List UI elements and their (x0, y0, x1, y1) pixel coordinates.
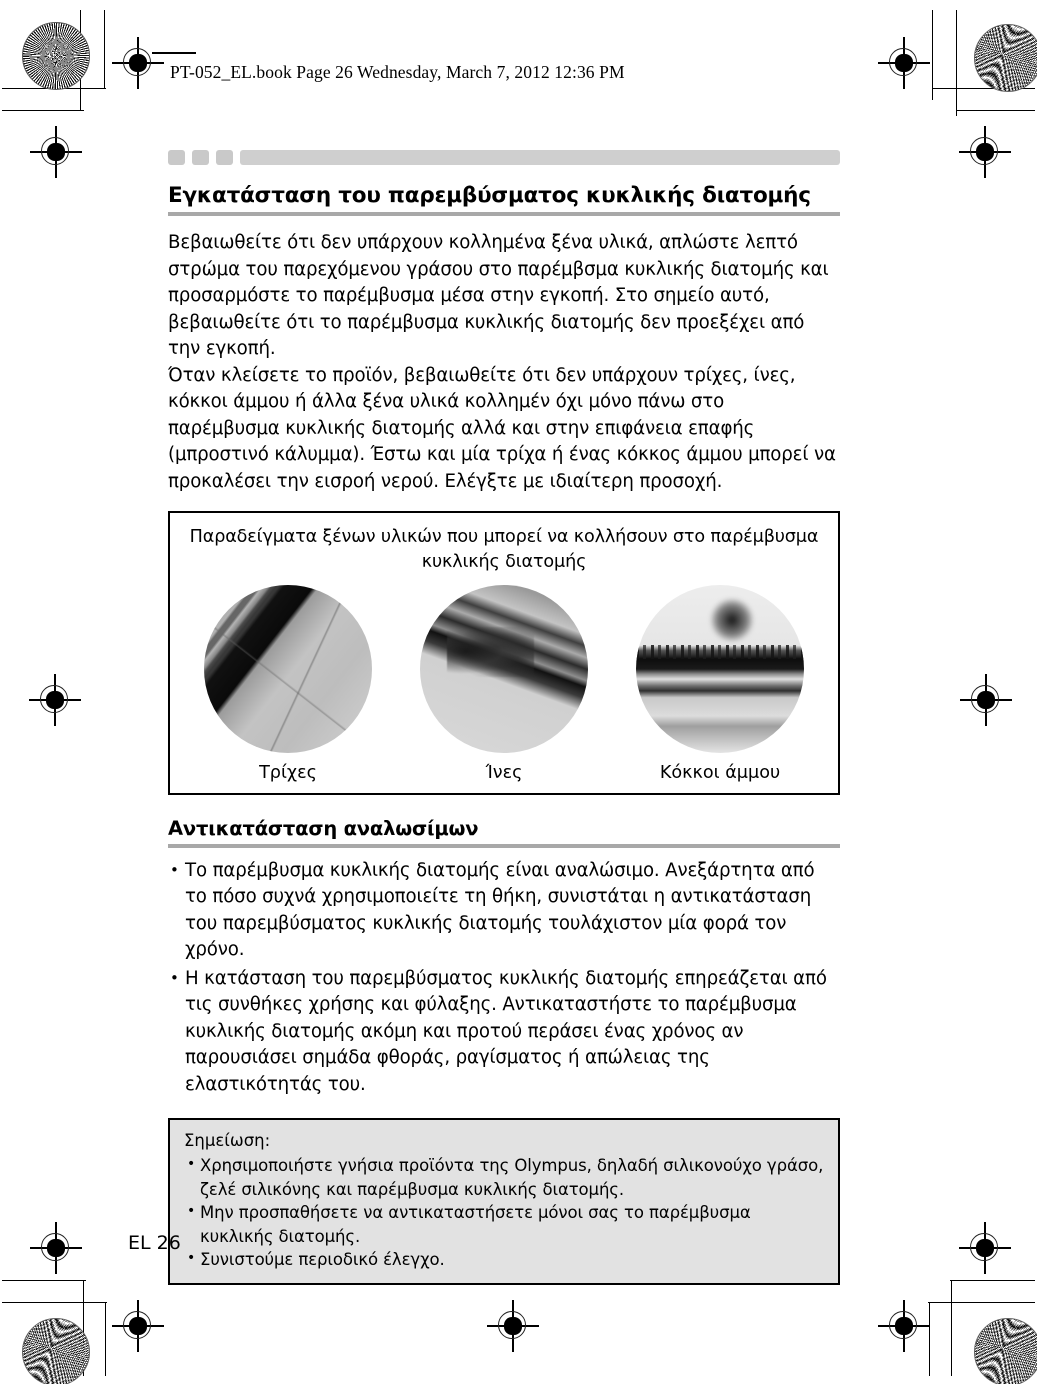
figure-item (198, 585, 378, 783)
subsection-title: Αντικατάσταση αναλωσίμων (168, 817, 479, 840)
moire-density-patch-icon (974, 1318, 1037, 1384)
content-column (168, 150, 840, 1285)
crop-line (956, 10, 957, 116)
crop-line (80, 88, 81, 110)
registration-mark-icon (29, 674, 81, 726)
section-title-rule (168, 212, 840, 216)
subsection-title-rule (168, 844, 840, 848)
figure-image-row (180, 585, 828, 783)
figure-item (630, 585, 810, 783)
registration-mark-icon (487, 1300, 539, 1352)
registration-mark-icon (878, 1300, 930, 1352)
note-title: Σημείωση: (184, 1131, 271, 1150)
registration-mark-icon (112, 37, 164, 89)
photo-sand-grains-on-o-ring-groove (636, 585, 804, 753)
starburst-density-patch-icon (22, 22, 90, 90)
chapter-marker-square (216, 150, 233, 165)
crop-line (2, 1280, 86, 1281)
crop-line (928, 1302, 1035, 1303)
figure-item-label: Κόκκοι άμμου (659, 763, 781, 783)
running-head: PT-052_EL.book Page 26 Wednesday, March 7, 2012 12:36 PM (170, 62, 625, 82)
list-item: • Χρησιμοποιήστε γνήσια προϊόντα της Olympus, δηλαδή σιλικονούχο γράσο, ζελέ σιλικόνης και παρέμβυσμα κυκλικής διατομής. (184, 1154, 824, 1201)
registration-mark-icon (959, 126, 1011, 178)
list-item: • Η κατάσταση του παρεμβύσματος κυκλικής διατομής επηρεάζεται από τις συνθήκες χρήσης και φύλαξης. Αντικαταστήστε το παρέμβυσμα κυκλικής διατομής ακόμη και προτού περάσει ένας χρόνος αν παρουσιάσει σημάδα φθοράς, ραγίσματος ή απώλειας της ελαστικότητάς του. (168, 966, 840, 1099)
note-bullet-list (184, 1154, 824, 1272)
crop-line (956, 110, 1035, 111)
figure-item-label: Τρίχες (259, 763, 317, 783)
crop-line (104, 10, 105, 88)
registration-mark-icon (960, 674, 1012, 726)
chapter-marker-square (168, 150, 185, 165)
figure-item (414, 585, 594, 783)
crop-line (105, 1302, 106, 1376)
section-title: Εγκατάσταση του παρεμβύσματος κυκλικής διατομής (168, 183, 811, 208)
chapter-marker-square (192, 150, 209, 165)
section-paragraph: Όταν κλείσετε το προϊόν, βεβαιωθείτε ότι δεν υπάρχουν τρίχες, ίνες, κόκκοι άμμου ή άλλα ξένα υλικά κολλημέν όχι μόνο πάνω στο παρέμβυσμα κυκλικής διατομής αλλά και στην επιφάνεια επαφής (μπροστινό κάλυμμα). Έστω και μία τρίχα ή ένας κόκκος άμμου μπορεί να προκαλέσει την εισροή νερού. Ελέγξτε με ιδιαίτερη προσοχή. (168, 364, 836, 492)
figure-item-label: Ίνες (485, 763, 523, 783)
subsection-bullet-list (168, 858, 840, 1099)
registration-mark-icon (112, 1300, 164, 1352)
chapter-marker-bar (168, 150, 840, 165)
crop-line (950, 1280, 1035, 1281)
moire-density-patch-icon (974, 24, 1037, 92)
registration-mark-icon (30, 126, 82, 178)
running-head-rule (152, 52, 196, 54)
crop-line (2, 1302, 107, 1303)
figure-box (168, 511, 840, 795)
figure-caption: Παραδείγματα ξένων υλικών που μπορεί να κολλήσουν στο παρέμβυσμα κυκλικής διατομής (189, 527, 819, 572)
photo-fibers-on-o-ring-groove (420, 585, 588, 753)
photo-hairs-on-o-ring-groove (204, 585, 372, 753)
registration-mark-icon (30, 1222, 82, 1274)
list-item: • Το παρέμβυσμα κυκλικής διατομής είναι αναλώσιμο. Ανεξάρτητα από το πόσο συχνά χρησιμοποιείτε τη θήκη, συνιστάται η αντικατάσταση του παρεμβύσματος κυκλικής διατομής τουλάχιστον μία φορά τον χρόνο. (168, 858, 840, 964)
crop-line (2, 110, 84, 111)
registration-mark-icon (878, 37, 930, 89)
note-box (168, 1118, 840, 1285)
section-paragraph: Βεβαιωθείτε ότι δεν υπάρχουν κολλημένα ξένα υλικά, απλώστε λεπτό στρώμα του παρεχόμενου γράσου στο παρέμβσμα κυκλικής διατομής και προσαρμόστε το παρέμβυσμα μέσα στην εγκοπή. Στο σημείο αυτό, βεβαιωθείτε ότι το παρέμβυσμα κυκλικής διατομής δεν προεξέχει από την εγκοπή. (168, 232, 829, 359)
list-item: • Μην προσπαθήσετε να αντικαταστήσετε μόνοι σας το παρέμβυσμα κυκλικής διατομής. (184, 1201, 824, 1248)
crop-line (951, 1280, 952, 1376)
list-item: • Συνιστούμε περιοδικό έλεγχο. (184, 1248, 824, 1272)
crop-line (932, 10, 933, 100)
chapter-marker-rail (240, 150, 840, 165)
registration-mark-icon (959, 1222, 1011, 1274)
page-folio: EL 26 (128, 1232, 181, 1254)
moire-density-patch-icon (22, 1318, 90, 1384)
